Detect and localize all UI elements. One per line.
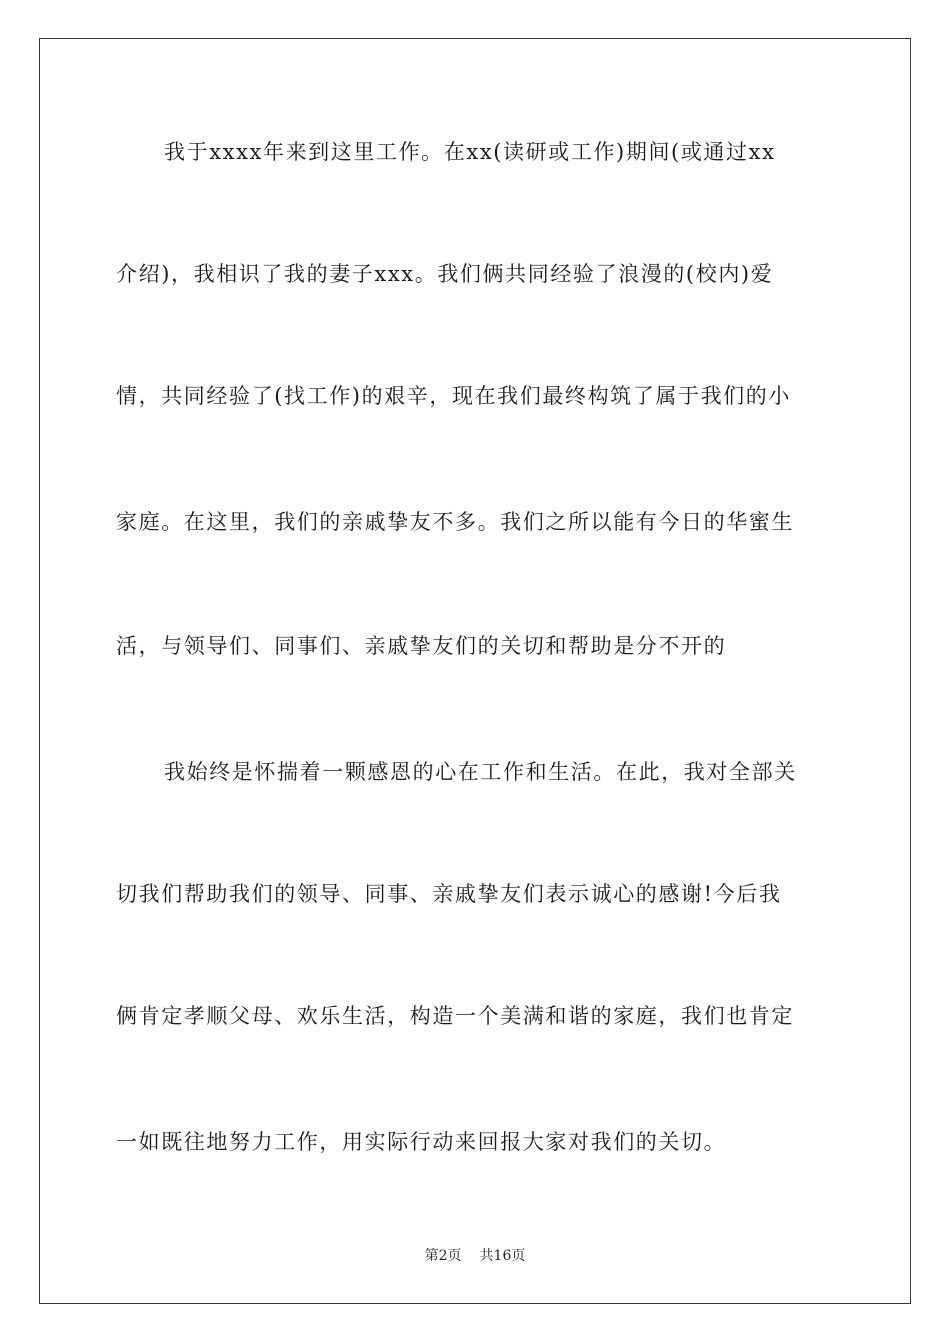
- page-footer: [0, 1246, 950, 1266]
- page-number: 第2页: [424, 1248, 462, 1264]
- page-frame: [39, 38, 911, 1304]
- text-line: 介绍)，我相识了我的妻子xxx。我们俩共同经验了浪漫的(校内)爱: [116, 262, 774, 286]
- page-total: 共16页: [479, 1248, 526, 1264]
- text-line: 一如既往地努力工作，用实际行动来回报大家对我们的关切。: [116, 1130, 727, 1154]
- text-line: 我于xxxx年来到这里工作。在xx(读研或工作)期间(或通过xx: [164, 140, 776, 164]
- text-line: 俩肯定孝顺父母、欢乐生活，构造一个美满和谐的家庭，我们也肯定: [116, 1004, 794, 1028]
- text-line: 家庭。在这里，我们的亲戚挚友不多。我们之所以能有今日的华蜜生: [116, 510, 794, 534]
- text-line: 我始终是怀揣着一颗感恩的心在工作和生活。在此，我对全部关: [164, 760, 797, 784]
- text-line: 活，与领导们、同事们、亲戚挚友们的关切和帮助是分不开的: [116, 634, 727, 658]
- text-line: 切我们帮助我们的领导、同事、亲戚挚友们表示诚心的感谢!今后我: [116, 882, 782, 906]
- text-line: 情，共同经验了(找工作)的艰辛，现在我们最终构筑了属于我们的小: [116, 384, 791, 408]
